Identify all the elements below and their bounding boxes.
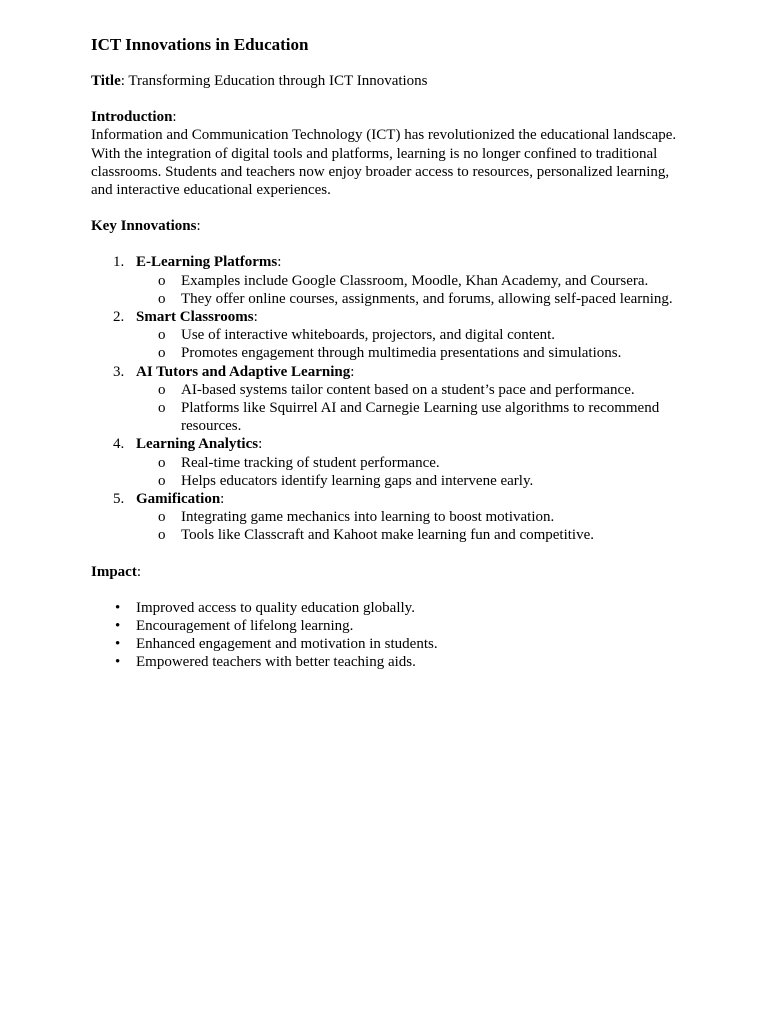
innovation-points [136,272,691,308]
innovation-number: 4. [113,436,125,453]
innovation-point: o Examples include Google Classroom, Moodle, Khan Academy, and Coursera. [158,272,649,289]
innovation-point: o Integrating game mechanics into learning to boost motivation. [158,509,555,526]
innovation-point: o Tools like Classcraft and Kahoot make learning fun and competitive. [158,527,594,544]
impact-colon: : [136,563,141,580]
innovation-name: Smart Classrooms [136,309,254,326]
impact-list [91,599,691,672]
title-text: : Transforming Education through ICT Innovations [120,73,428,89]
innovation-points [136,326,691,362]
impact-item: • Improved access to quality education globally. [115,599,415,616]
impact-label: Impact [91,563,137,580]
innovation-point: o Promotes engagement through multimedia presentations and simulations. [158,345,622,362]
introduction-label: Introduction [91,109,173,126]
sub-bullet-icon: o [158,509,166,526]
innovation-colon: : [350,363,355,380]
introduction-colon: : [172,109,177,126]
innovation-item [91,363,691,436]
introduction-section [91,108,691,199]
innovations-list [91,253,691,544]
innovation-name: Gamification [136,491,221,508]
impact-heading [91,563,691,581]
document-page [91,34,691,672]
key-innovations-label: Key Innovations [91,218,197,235]
title-line [91,72,691,90]
introduction-heading [91,108,691,126]
innovation-name: AI Tutors and Adaptive Learning [136,363,351,380]
bullet-icon: • [115,618,121,635]
innovation-points [136,454,691,490]
innovation-points [136,508,691,544]
key-innovations-colon: : [196,218,201,235]
impact-item: • Encouragement of lifelong learning. [115,618,354,635]
introduction-paragraph: Information and Communication Technology (ICT) has revolutionized the educational landscape. With the integration of digital tools and platforms, learning is no longer confined to traditional classrooms. Students and teachers now enjoy broader access to resources, personalized learning, and interactive educational experiences. [91,127,677,199]
impact-item: • Empowered teachers with better teaching aids. [115,654,416,671]
sub-bullet-icon: o [158,400,166,417]
document-heading: ICT Innovations in Education [91,35,309,54]
innovation-item [91,308,691,363]
innovation-point: o AI-based systems tailor content based on a student’s pace and performance. [158,381,635,398]
sub-bullet-icon: o [158,472,166,489]
innovation-colon: : [277,254,282,271]
innovation-name: E-Learning Platforms [136,254,278,271]
innovation-number: 1. [113,254,125,271]
key-innovations-heading [91,217,691,235]
impact-item: • Enhanced engagement and motivation in students. [115,636,438,653]
sub-bullet-icon: o [158,527,166,544]
sub-bullet-icon: o [158,454,166,471]
innovation-number: 2. [113,309,125,326]
sub-bullet-icon: o [158,272,166,289]
innovation-colon: : [253,309,258,326]
innovation-points [136,381,691,436]
sub-bullet-icon: o [158,290,166,307]
innovation-colon: : [220,491,225,508]
innovation-name: Learning Analytics [136,436,259,453]
bullet-icon: • [115,636,121,653]
innovation-point: o Platforms like Squirrel AI and Carnegie Learning use algorithms to recommend resources. [158,400,660,435]
innovation-number: 3. [113,363,125,380]
sub-bullet-icon: o [158,381,166,398]
bullet-icon: • [115,599,121,616]
innovation-point: o They offer online courses, assignments, and forums, allowing self-paced learning. [158,290,673,307]
title-label: Title [91,73,121,89]
innovation-point: o Use of interactive whiteboards, projectors, and digital content. [158,327,556,344]
innovation-item [91,435,691,490]
innovation-item [91,490,691,545]
innovation-colon: : [258,436,263,453]
innovation-item [91,253,691,308]
innovation-point: o Helps educators identify learning gaps and intervene early. [158,472,534,489]
sub-bullet-icon: o [158,345,166,362]
innovation-point: o Real-time tracking of student performance. [158,454,440,471]
innovation-number: 5. [113,491,125,508]
sub-bullet-icon: o [158,327,166,344]
bullet-icon: • [115,654,121,671]
